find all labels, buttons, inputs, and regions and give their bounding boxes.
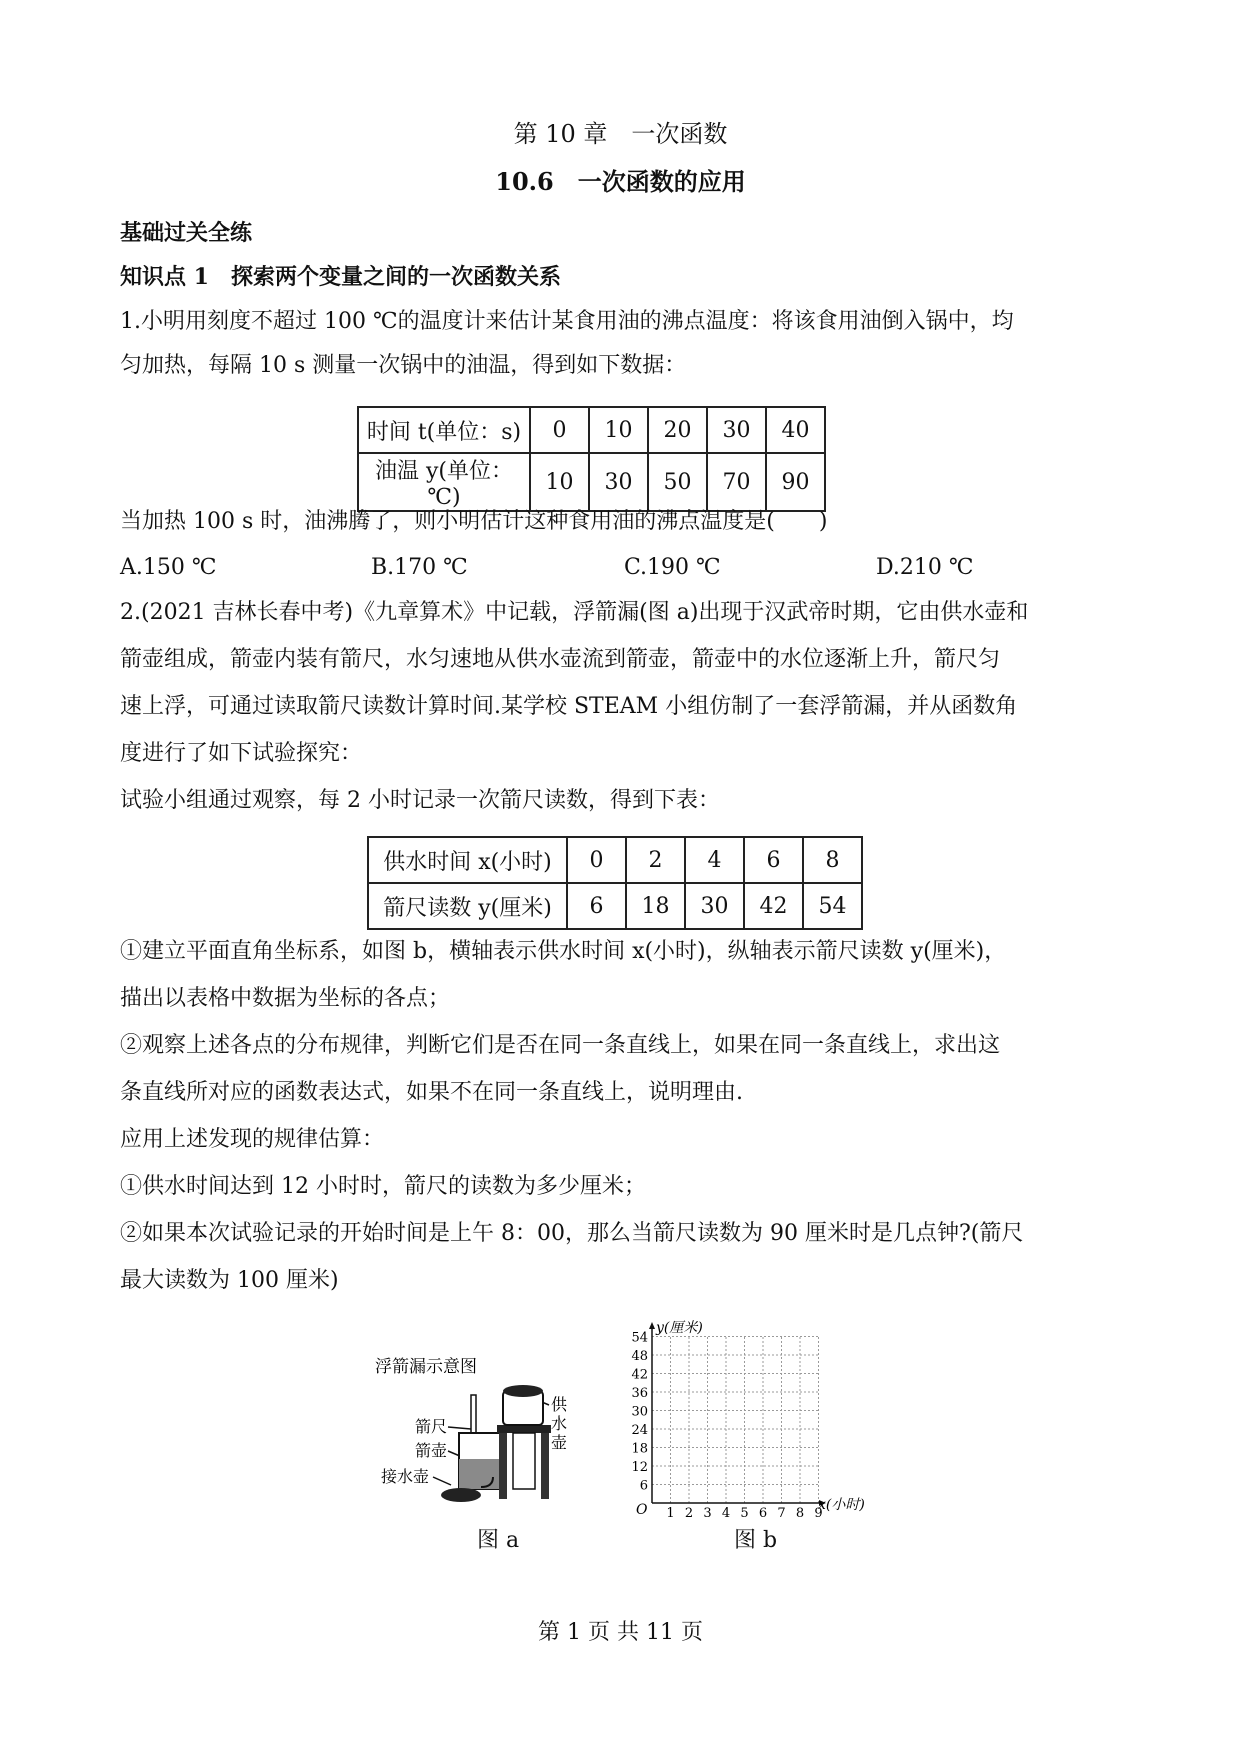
- q1-options: [120, 553, 1130, 583]
- label-supply-2: 水: [551, 1414, 568, 1433]
- x-tick-label: 2: [684, 1506, 694, 1518]
- table-row: [358, 453, 825, 511]
- table-cell: 箭尺读数 y(厘米): [368, 883, 567, 929]
- q2-after-line-5: 应用上述发现的规律估算：: [120, 1127, 385, 1152]
- table-cell: 时间 t(单位：s): [358, 407, 530, 453]
- table-cell: 40: [766, 407, 825, 453]
- table-cell: 30: [707, 407, 766, 453]
- q2-line-4: 度进行了如下试验探究：: [120, 741, 363, 766]
- table-cell: 10: [589, 407, 648, 453]
- table-cell: 70: [707, 453, 766, 511]
- table-cell: 18: [626, 883, 685, 929]
- q1-line-3: 当加热 100 s 时，油沸腾了，则小明估计这种食用油的沸点温度是( ): [120, 509, 828, 534]
- x-tick-label: 4: [721, 1506, 731, 1518]
- supply-pot-lid: [503, 1385, 543, 1397]
- table-cell: 油温 y(单位：℃): [358, 453, 530, 511]
- coordinate-grid-svg: [622, 1318, 872, 1518]
- x-tick-label: 5: [740, 1506, 749, 1518]
- x-tick-label: 8: [795, 1506, 805, 1518]
- y-tick-label: 30: [631, 1404, 648, 1420]
- origin-label: O: [636, 1502, 648, 1518]
- figure-b-coordinate-grid: [622, 1318, 872, 1518]
- y-tick-label: 48: [631, 1349, 648, 1364]
- y-tick-label: 18: [631, 1441, 648, 1457]
- q1-line-2: 匀加热，每隔 10 s 测量一次锅中的油温，得到如下数据：: [120, 353, 687, 378]
- q2-after-line-1: ①建立平面直角坐标系，如图 b，横轴表示供水时间 x(小时)，纵轴表示箭尺读数 y(厘米)，: [120, 939, 1007, 964]
- q2-after-line-2: 描出以表格中数据为坐标的各点；: [120, 986, 451, 1011]
- table-row: [368, 883, 862, 929]
- exercise-heading: 基础过关全练: [120, 220, 253, 246]
- option-c: C.190 ℃: [624, 555, 721, 580]
- table-row: [368, 837, 862, 883]
- table-cell: 50: [648, 453, 707, 511]
- table-cell: 6: [567, 883, 626, 929]
- table-cell: 30: [589, 453, 648, 511]
- y-tick-label: 24: [631, 1423, 648, 1438]
- table-cell: 54: [803, 883, 862, 929]
- q2-line-5: 试验小组通过观察，每 2 小时记录一次箭尺读数，得到下表：: [120, 788, 720, 813]
- y-tick-label: 36: [631, 1386, 648, 1401]
- y-tick-label: 54: [631, 1330, 648, 1346]
- q2-after-line-6: ①供水时间达到 12 小时时，箭尺的读数为多少厘米；: [120, 1174, 646, 1199]
- water-clock-illustration: [375, 1355, 575, 1515]
- q2-after-line-8: 最大读数为 100 厘米): [120, 1268, 339, 1293]
- q2-after-line-4: 条直线所对应的函数表达式，如果不在同一条直线上，说明理由.: [120, 1080, 743, 1105]
- label-receiving-pot: 接水壶: [381, 1467, 430, 1486]
- table-cell: 8: [803, 837, 862, 883]
- q1-line-1: 1.小明用刻度不超过 100 ℃的温度计来估计某食用油的沸点温度：将该食用油倒入锅中，均: [120, 309, 1014, 334]
- figure-a-water-clock: [375, 1355, 575, 1515]
- label-supply-1: 供: [551, 1395, 568, 1414]
- table-cell: 30: [685, 883, 744, 929]
- figure-a-caption: 图 a: [477, 1528, 520, 1553]
- page-footer: 第 1 页 共 11 页: [538, 1620, 703, 1645]
- y-tick-label: 42: [631, 1367, 648, 1383]
- table-cell: 0: [530, 407, 589, 453]
- chapter-title: 第 10 章 一次函数: [513, 120, 728, 148]
- q1-data-table: [357, 406, 826, 512]
- table-cell: 20: [648, 407, 707, 453]
- table-cell: 10: [530, 453, 589, 511]
- option-d: D.210 ℃: [876, 555, 974, 580]
- q2-after-line-7: ②如果本次试验记录的开始时间是上午 8：00，那么当箭尺读数为 90 厘米时是几点钟?(箭尺: [120, 1221, 1024, 1246]
- option-a: A.150 ℃: [120, 555, 217, 580]
- y-tick-label: 12: [631, 1460, 648, 1475]
- label-arrow-pot: 箭壶: [415, 1441, 448, 1460]
- label-arrow-scale: 箭尺: [415, 1417, 448, 1436]
- table-row: [358, 407, 825, 453]
- q2-line-3: 速上浮，可通过读取箭尺读数计算时间.某学校 STEAM 小组仿制了一套浮箭漏，并从函数角: [120, 694, 1018, 719]
- x-axis-label: x(小时): [818, 1497, 865, 1513]
- q2-line-1: 2.(2021 吉林长春中考)《九章算术》中记载，浮箭漏(图 a)出现于汉武帝时期，它由供水壶和: [120, 600, 1029, 625]
- figure-a-title: 浮箭漏示意图: [375, 1357, 477, 1377]
- x-tick-label: 3: [703, 1506, 712, 1518]
- receiving-pot: [441, 1488, 481, 1502]
- table-cell: 供水时间 x(小时): [368, 837, 567, 883]
- table-cell: 4: [685, 837, 744, 883]
- x-tick-label: 6: [758, 1506, 768, 1518]
- section-title: 10.6 一次函数的应用: [495, 167, 746, 196]
- y-axis-label: y(厘米): [656, 1320, 703, 1336]
- arrow-pot-water: [459, 1459, 503, 1489]
- table-cell: 2: [626, 837, 685, 883]
- figure-b-caption: 图 b: [734, 1528, 778, 1553]
- x-tick-label: 1: [666, 1506, 675, 1518]
- x-tick-label: 7: [777, 1506, 786, 1518]
- q2-line-2: 箭壶组成，箭壶内装有箭尺，水匀速地从供水壶流到箭壶，箭壶中的水位逐渐上升，箭尺匀: [120, 647, 1001, 672]
- option-b: B.170 ℃: [371, 555, 468, 580]
- table-cell: 0: [567, 837, 626, 883]
- table-cell: 6: [744, 837, 803, 883]
- q2-data-table: [367, 836, 863, 930]
- y-axis-arrow-icon: [649, 1322, 655, 1329]
- table-cell: 42: [744, 883, 803, 929]
- y-tick-label: 6: [639, 1478, 648, 1494]
- q2-after-line-3: ②观察上述各点的分布规律，判断它们是否在同一条直线上，如果在同一条直线上，求出这: [120, 1033, 1001, 1058]
- table-cell: 90: [766, 453, 825, 511]
- label-supply-3: 壶: [551, 1433, 568, 1452]
- x-tick-label: 9: [814, 1506, 823, 1518]
- knowledge-point-heading: 知识点 1 探索两个变量之间的一次函数关系: [120, 264, 561, 290]
